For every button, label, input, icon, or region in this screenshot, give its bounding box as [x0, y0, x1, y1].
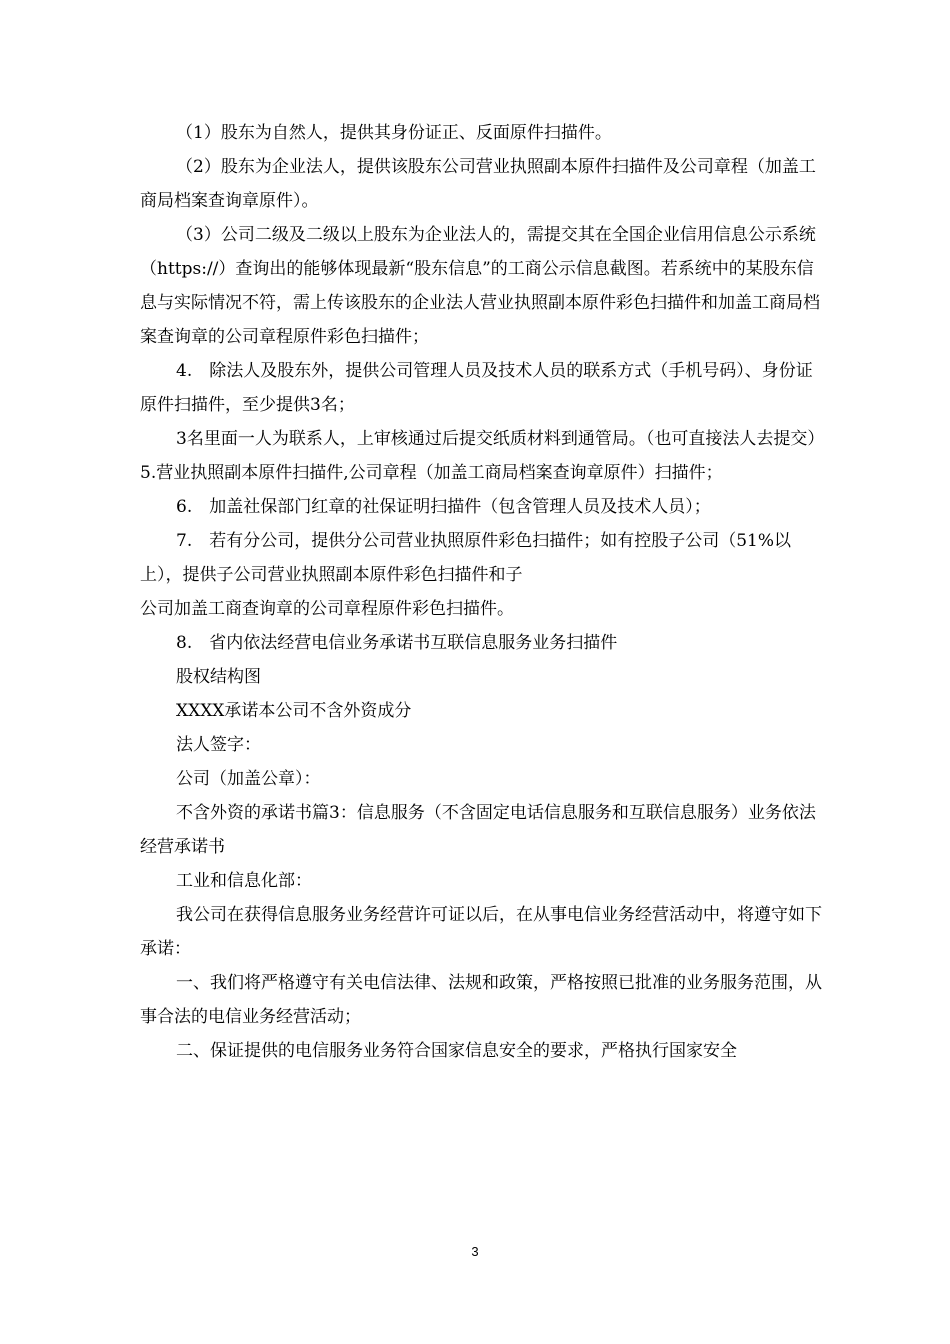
paragraph: 6. 加盖社保部门红章的社保证明扫描件（包含管理人员及技术人员）；: [176, 497, 711, 517]
paragraph: 股权结构图: [176, 667, 261, 687]
paragraph: 8. 省内依法经营电信业务承诺书互联信息服务业务扫描件: [176, 633, 618, 653]
paragraph: （1）股东为自然人，提供其身份证正、反面原件扫描件。: [176, 123, 612, 143]
paragraph: 法人签字：: [176, 735, 261, 755]
paragraph: 工业和信息化部：: [176, 871, 312, 891]
paragraph: 4. 除法人及股东外，提供公司管理人员及技术人员的联系方式（手机号码）、身份证原件扫描件，至少提供3名；: [140, 361, 813, 415]
paragraph: （3）公司二级及二级以上股东为企业法人的，需提交其在全国企业信用信息公示系统（https://）查询出的能够体现最新“股东信息”的工商公示信息截图。若系统中的某股东信息与实际情况不符，需上传该股东的企业法人营业执照副本原件彩色扫描件和加盖工商局档案查询章的公司章程原件彩色扫描件；: [140, 225, 820, 347]
document-body: [140, 116, 825, 1068]
page-number: 3: [471, 1244, 479, 1259]
paragraph: 我公司在获得信息服务业务经营许可证以后，在从事电信业务经营活动中，将遵守如下承诺：: [140, 905, 822, 959]
paragraph: 一、我们将严格遵守有关电信法律、法规和政策，严格按照已批准的业务服务范围，从事合法的电信业务经营活动；: [140, 973, 822, 1027]
paragraph: 公司（加盖公章）：: [176, 769, 321, 789]
paragraph: 3名里面一人为联系人，上审核通过后提交纸质材料到通管局。（也可直接法人去提交）5.营业执照副本原件扫描件,公司章程（加盖工商局档案查询章原件）扫描件；: [140, 429, 825, 483]
paragraph: 不含外资的承诺书篇3：信息服务（不含固定电话信息服务和互联信息服务）业务依法经营承诺书: [140, 803, 816, 857]
paragraph: XXXX承诺本公司不含外资成分: [176, 701, 412, 721]
paragraph: 二、保证提供的电信服务业务符合国家信息安全的要求，严格执行国家安全: [176, 1041, 737, 1061]
paragraph: 7. 若有分公司，提供分公司营业执照原件彩色扫描件；如有控股子公司（51%以上），提供子公司营业执照副本原件彩色扫描件和子: [140, 531, 792, 585]
paragraph: 公司加盖工商查询章的公司章程原件彩色扫描件。: [140, 599, 514, 619]
paragraph: （2）股东为企业法人，提供该股东公司营业执照副本原件扫描件及公司章程（加盖工商局档案查询章原件）。: [140, 157, 816, 211]
